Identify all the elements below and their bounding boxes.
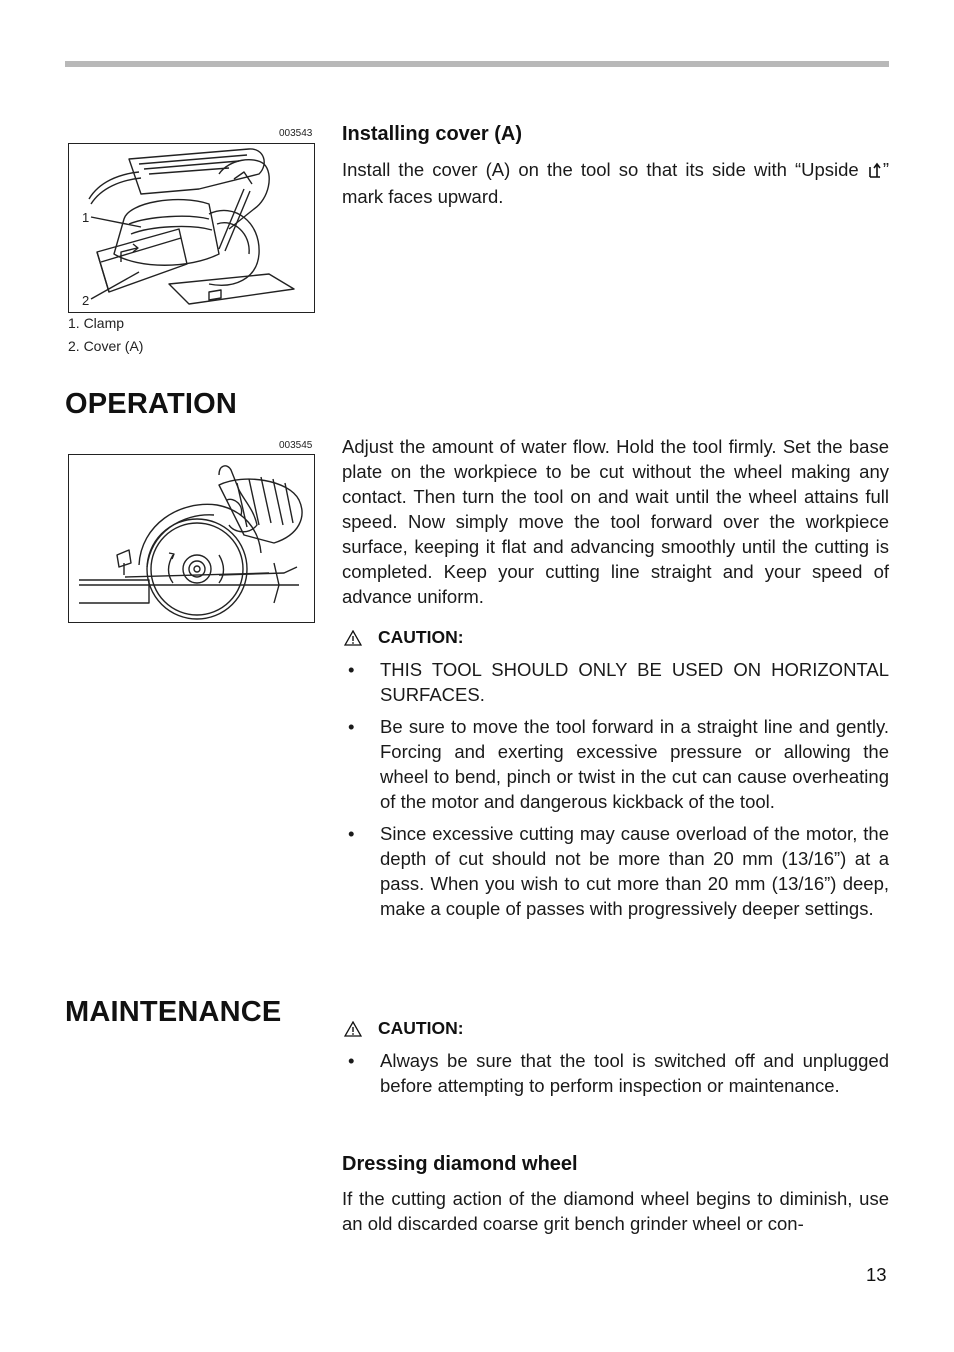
list-item xyxy=(342,821,889,921)
figure-operation xyxy=(68,454,315,623)
cutting-operation-illustration xyxy=(69,455,313,621)
text-segment: Install the cover (A) on the tool so that its side with “Upside xyxy=(342,159,867,180)
operation-paragraph: Adjust the amount of water flow. Hold the tool firmly. Set the base plate on the workpiece to be cut without the wheel making any contact. Then turn the tool on and wait until the wheel attains full speed. Now simply move the tool forward over the workpiece surface, keeping it flat and advancing smoothly until the cutting is completed. Keep your cutting line straight and your speed of advance uniform. xyxy=(342,436,889,607)
legend-item: 1. Clamp xyxy=(68,315,125,331)
section-heading-installing-cover: Installing cover (A) xyxy=(342,123,523,145)
warning-triangle-icon xyxy=(344,630,362,646)
cutter-cover-illustration xyxy=(69,144,313,311)
operation-caution-list xyxy=(342,657,889,928)
page-number: 13 xyxy=(866,1264,887,1285)
figure-code: 003543 xyxy=(279,128,313,139)
header-rule xyxy=(65,61,889,67)
section-heading-operation: OPERATION xyxy=(65,388,238,420)
installing-cover-text xyxy=(342,157,889,209)
bullet-glyph: • xyxy=(348,716,355,737)
caution-maintenance xyxy=(344,1018,464,1039)
upside-mark-icon xyxy=(867,159,883,184)
bullet-glyph: • xyxy=(348,823,355,844)
caution-label: CAUTION: xyxy=(378,627,464,647)
warning-triangle-icon xyxy=(344,1021,362,1037)
list-item-text: Be sure to move the tool forward in a straight line and gently. Forcing and exerting excessive pressure or allowing the wheel to bend, pinch or twist in the cut can cause overheating of the motor and dangerous kickback of the tool. xyxy=(380,716,889,812)
section-heading-dressing: Dressing diamond wheel xyxy=(342,1153,578,1175)
dressing-paragraph: If the cutting action of the diamond wheel begins to diminish, use an old discarded coarse grit bench grinder wheel or con- xyxy=(342,1188,889,1234)
callout-2-label: 2 xyxy=(82,293,90,308)
caution-operation xyxy=(344,627,464,648)
list-item xyxy=(342,714,889,814)
section-heading-maintenance: MAINTENANCE xyxy=(65,996,282,1028)
list-item xyxy=(342,1048,889,1098)
bullet-glyph: • xyxy=(348,1050,355,1071)
legend-item: 2. Cover (A) xyxy=(68,338,144,354)
callout-1-label: 1 xyxy=(82,210,90,225)
caution-label: CAUTION: xyxy=(378,1018,464,1038)
list-item-text: Since excessive cutting may cause overload of the motor, the depth of cut should not be more than 20 mm (13/16”) at a pass. When you wish to cut more than 20 mm (13/16”) deep, make a couple of passes with progressively deeper settings. xyxy=(380,823,889,919)
list-item xyxy=(342,657,889,707)
figure-code: 003545 xyxy=(279,440,313,451)
figure-installing-cover xyxy=(68,143,315,313)
text-segment: ” mark faces upward. xyxy=(342,159,889,207)
maintenance-caution-list xyxy=(342,1048,889,1105)
list-item-text: THIS TOOL SHOULD ONLY BE USED ON HORIZONTAL SURFACES. xyxy=(380,659,889,705)
figure-legend xyxy=(68,312,143,358)
list-item-text: Always be sure that the tool is switched off and unplugged before attempting to perform inspection or maintenance. xyxy=(380,1050,889,1096)
bullet-glyph: • xyxy=(348,659,355,680)
